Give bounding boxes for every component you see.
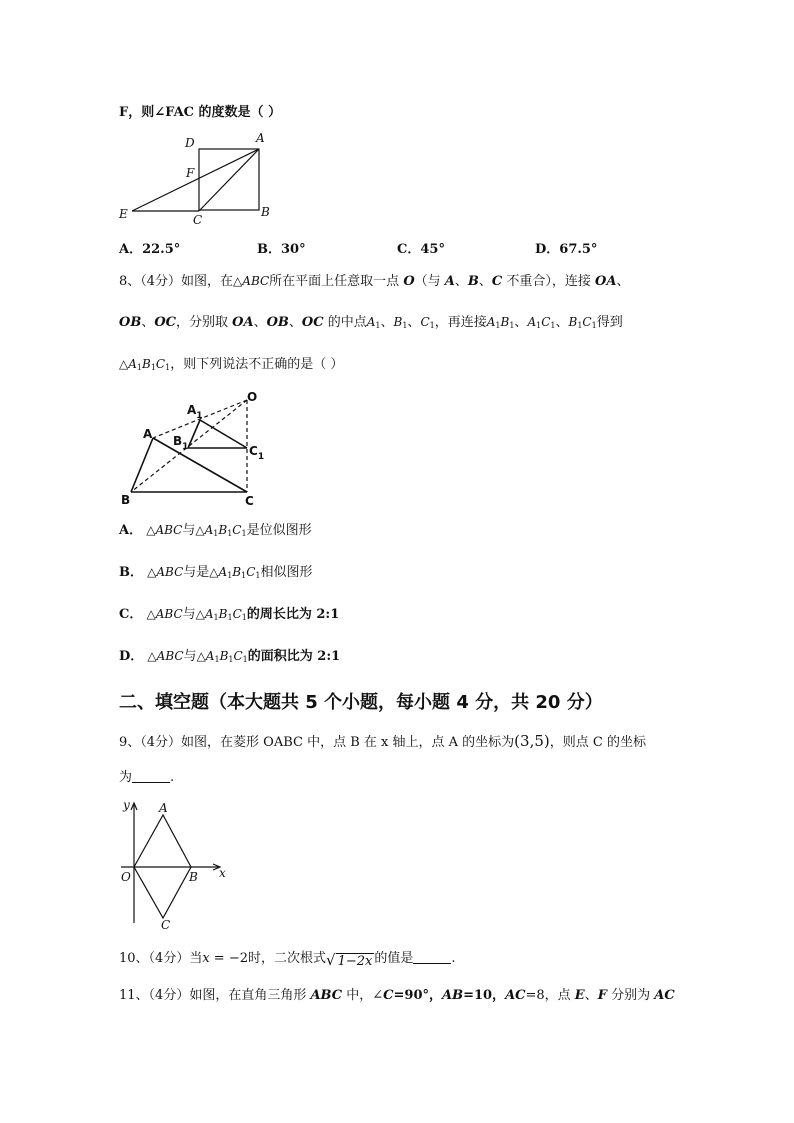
segment-ac: AC (654, 988, 675, 1003)
q10-text: . (451, 951, 456, 966)
segment-oc: OC (154, 315, 176, 330)
option-label: A． (119, 523, 143, 538)
q8-option-a (119, 521, 312, 543)
q7-option-a: A．22.5° (119, 242, 181, 257)
point-c: C (491, 274, 503, 289)
q8-text: 得到 (596, 315, 623, 330)
tri-a1b1c1: $\triangle A_1B_1C_1$ (119, 357, 171, 372)
q8-text: 8、（4分）如图，在 (119, 274, 234, 289)
q8-figure (115, 388, 285, 508)
q7-option-c: C．45° (397, 242, 445, 257)
q9-coord: (3,5) (514, 732, 550, 750)
q8-line-1 (119, 272, 629, 291)
q8-text: 不重合），连接 (502, 274, 596, 289)
angle-c: C (383, 988, 394, 1003)
segment-b1c1: $B_1C_1$ (568, 315, 597, 330)
sep: 、 (141, 315, 155, 330)
q11-text: 中，∠ (342, 988, 384, 1003)
option-label: C． (119, 607, 143, 622)
midpoint-c1: $C_1$ (420, 315, 435, 330)
segment-oa: OA (595, 274, 617, 289)
tri-a1b1c1: $\triangle A_1B_1C_1$ (209, 565, 261, 580)
q7-label-F: F (186, 166, 195, 180)
q9-text: . (170, 770, 175, 785)
q11-line (119, 987, 675, 1005)
q7-figure (115, 130, 285, 230)
tri-abc: △ABC (146, 607, 183, 621)
midpoint-b1: $B_1$ (393, 315, 408, 330)
q9-figure (115, 795, 245, 935)
sep: 、 (253, 315, 267, 330)
sep: 、 (407, 315, 421, 330)
q8-text: 与是 (183, 565, 210, 580)
q7-option-b: B．30° (257, 242, 306, 257)
section-title: 二、填空题（本大题共 5 个小题，每小题 4 分，共 20 分） (119, 692, 603, 713)
answer-blank[interactable] (413, 951, 451, 964)
q11-text: =8，点 (525, 988, 575, 1003)
q9-text: ，则点 C 的坐标 (549, 735, 646, 750)
tri-abc: △ABC (146, 523, 183, 537)
point-f: F (597, 988, 607, 1003)
option-label: D． (119, 649, 144, 664)
q8-label-A: A (143, 427, 153, 441)
q7-label-D: D (185, 136, 195, 150)
q8-text: 的面积比为 2:1 (247, 649, 341, 664)
q9-text: 9、（4分）如图，在菱形 OABC 中，点 B 在 x 轴上，点 A 的坐标为 (119, 735, 515, 750)
sep: 、 (478, 274, 492, 289)
q9-label-A: A (159, 801, 168, 815)
q10-eq: = −2 (209, 951, 248, 966)
q7-label-A: A (256, 131, 265, 145)
segment-ob: OB (266, 315, 289, 330)
q9-line-1 (119, 732, 646, 752)
q10-line (119, 950, 456, 971)
q10-text: 时，二次根式 (248, 951, 327, 966)
q8-text: 与 (182, 607, 196, 622)
point-e: E (574, 988, 585, 1003)
sep: 、 (288, 315, 302, 330)
q8-text: 相似图形 (260, 565, 313, 580)
q9-label-B: B (189, 870, 198, 884)
q8-text: 与 (183, 649, 197, 664)
q9-text: 为 (119, 770, 133, 785)
radicand: 1−2x (337, 954, 373, 969)
q7-question-tail: F，则∠FAC 的度数是（ ） (119, 105, 282, 120)
q11-text: =90°， (393, 988, 442, 1003)
q8-line-2 (119, 313, 623, 335)
q11-text: 11、（4分）如图，在直角三角形 (119, 988, 311, 1003)
segment-ab: AB (442, 988, 464, 1003)
segment-ac: AC (505, 988, 526, 1003)
q8-label-B: B (121, 493, 131, 507)
q8-option-c (119, 605, 339, 627)
sep: 、 (514, 315, 528, 330)
q11-text: 分别为 (606, 988, 655, 1003)
segment-oc: OC (301, 315, 324, 330)
q8-text: 与 (182, 523, 196, 538)
sep: 、 (616, 274, 630, 289)
sep: 、 (454, 274, 468, 289)
option-label: B． (119, 565, 143, 580)
q11-text: =10， (463, 988, 506, 1003)
q8-text: ，则下列说法不正确的是（ ） (170, 357, 344, 372)
tri-a1b1c1: $\triangle A_1B_1C_1$ (196, 649, 248, 664)
q9-label-x: x (219, 866, 226, 880)
q10-text: 的值是 (374, 951, 414, 966)
tri-abc: ABC (310, 988, 343, 1003)
tri-a1b1c1: $\triangle A_1B_1C_1$ (195, 523, 247, 538)
q8-option-b (119, 563, 313, 585)
q8-label-B1: $B_1$ (173, 434, 189, 452)
tri-abc: △ABC (233, 274, 270, 288)
q8-line-3 (119, 355, 343, 377)
sep: 、 (555, 315, 569, 330)
q7-label-E: E (119, 207, 128, 221)
q8-label-C: C (245, 494, 254, 508)
q8-text: ，分别取 (176, 315, 233, 330)
q8-option-d (119, 647, 340, 669)
sep: 、 (380, 315, 394, 330)
q8-label-A1: $A_1$ (187, 403, 203, 421)
q8-text: ，再连接 (434, 315, 487, 330)
segment-oa: OA (232, 315, 254, 330)
sqrt-expression: √ 1−2x (326, 951, 373, 969)
q10-text: 10、（4分）当 (119, 951, 203, 966)
q8-text: 的中点 (323, 315, 367, 330)
answer-blank[interactable] (132, 770, 170, 783)
q8-text: 是位似图形 (246, 523, 312, 538)
q9-label-O: O (121, 870, 131, 884)
point-a: A (444, 274, 455, 289)
q8-label-C1: $C_1$ (249, 444, 265, 462)
q7-option-d: D．67.5° (535, 242, 598, 257)
segment-ob: OB (119, 315, 142, 330)
segment-a1c1: $A_1C_1$ (527, 315, 556, 330)
point-o: O (403, 274, 415, 289)
q9-line-2 (119, 769, 174, 787)
q8-text: 所在平面上任意取一点 (269, 274, 404, 289)
tri-abc: △ABC (147, 565, 184, 579)
tri-abc: △ABC (147, 649, 184, 663)
q7-label-C: C (193, 213, 203, 227)
point-b: B (467, 274, 479, 289)
sep: 、 (584, 988, 598, 1003)
q8-text: （与 (414, 274, 445, 289)
q10-var-x: x (202, 951, 210, 966)
midpoint-a1: $A_1$ (366, 315, 381, 330)
q8-label-O: O (247, 390, 258, 404)
q7-label-B: B (261, 205, 270, 219)
tri-a1b1c1: $\triangle A_1B_1C_1$ (195, 607, 247, 622)
segment-a1b1: $A_1B_1$ (486, 315, 515, 330)
q9-label-y: y (123, 798, 130, 812)
q8-text: 的周长比为 2:1 (246, 607, 340, 622)
q9-label-C: C (161, 918, 171, 932)
